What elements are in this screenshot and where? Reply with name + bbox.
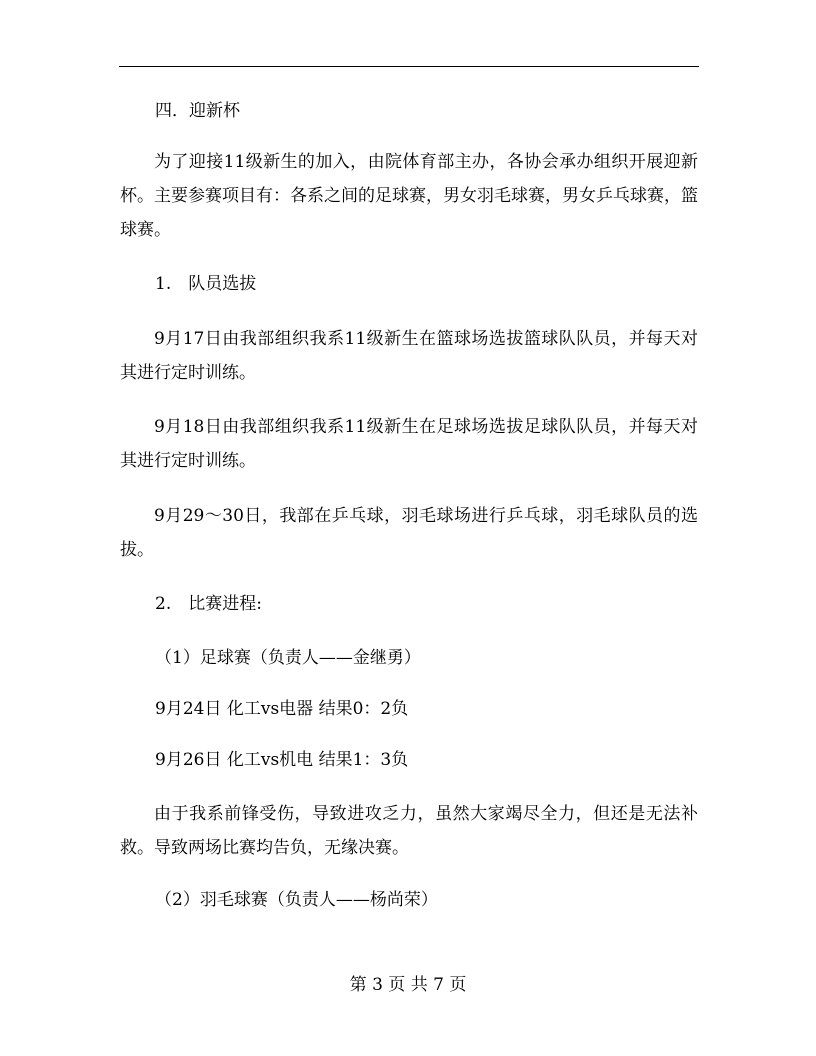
match-result-1: 9月24日 化工vs电器 结果0：2负 [155,699,409,719]
page-footer: 第 3 页 共 7 页 [349,975,467,995]
football-heading: （1）足球赛（负责人——金继勇） [155,648,421,668]
intro-paragraph: 为了迎接11级新生的加入，由院体育部主办，各协会承办组织开展迎新杯。主要参赛项目有：各系之间的足球赛，男女羽毛球赛，男女乒乓球赛，篮球赛。 [120,152,698,240]
badminton-heading: （2）羽毛球赛（负责人——杨尚荣） [155,890,438,910]
match-result-2: 9月26日 化工vs机电 结果1：3负 [155,750,409,770]
selection-paragraph-3: 9月29～30日，我部在乒乓球，羽毛球场进行乒乓球，羽毛球队员的选拔。 [120,506,698,560]
selection-heading: 1. 队员选拔 [155,274,257,294]
header-rule [119,66,699,67]
match-progress-heading: 2. 比赛进程: [155,594,262,614]
football-summary: 由于我系前锋受伤，导致进攻乏力，虽然大家竭尽全力，但还是无法补救。导致两场比赛均告负，无缘决赛。 [120,804,698,858]
section-heading: 四．迎新杯 [155,101,240,121]
selection-paragraph-1: 9月17日由我部组织我系11级新生在篮球场选拔篮球队队员，并每天对其进行定时训练。 [120,329,698,383]
selection-paragraph-2: 9月18日由我部组织我系11级新生在足球场选拔足球队队员，并每天对其进行定时训练。 [120,417,698,471]
